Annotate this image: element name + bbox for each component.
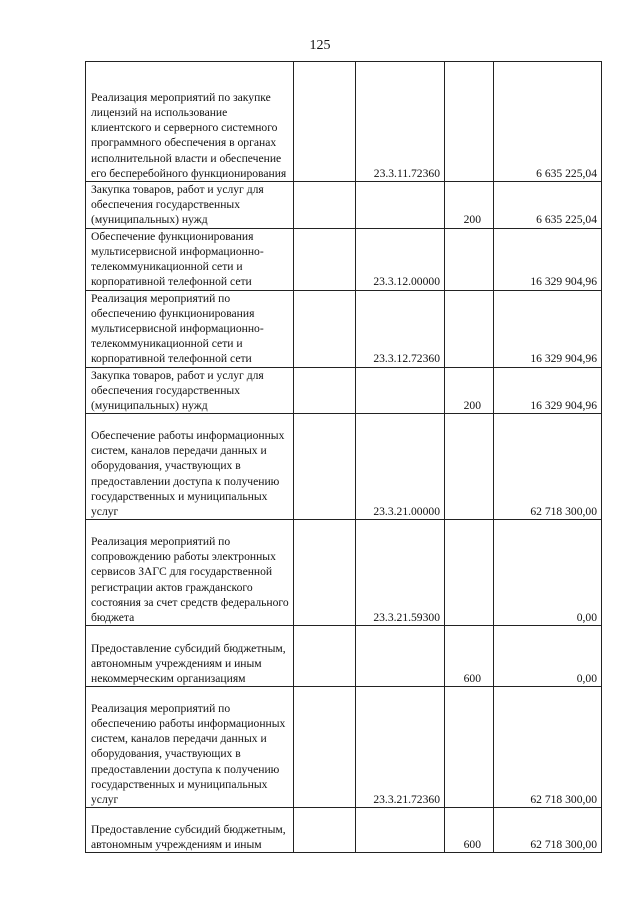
- row-col2: [294, 290, 356, 367]
- row-col2: [294, 182, 356, 229]
- row-col2: [294, 367, 356, 414]
- row-amount: 0,00: [494, 626, 602, 687]
- table-row: [86, 290, 602, 367]
- row-name: Закупка товаров, работ и услуг для обеспечения государственных (муниципальных) нужд: [86, 182, 294, 229]
- table-row: [86, 520, 602, 626]
- row-expense-type: 600: [445, 808, 494, 853]
- row-code: 23.3.21.59300: [356, 520, 445, 626]
- table-row: [86, 626, 602, 687]
- table-row: [86, 62, 602, 182]
- row-amount: 6 635 225,04: [494, 182, 602, 229]
- row-amount: 62 718 300,00: [494, 687, 602, 808]
- row-amount: 62 718 300,00: [494, 808, 602, 853]
- row-col2: [294, 414, 356, 520]
- row-code: 23.3.21.72360: [356, 687, 445, 808]
- row-col2: [294, 626, 356, 687]
- row-col2: [294, 62, 356, 182]
- table-row: [86, 182, 602, 229]
- row-col2: [294, 687, 356, 808]
- row-code: 23.3.12.00000: [356, 228, 445, 290]
- row-expense-type: [445, 687, 494, 808]
- page-number: 125: [309, 38, 331, 53]
- row-name: Реализация мероприятий по обеспечению функционирования мультисервисной информационно-телекоммуникационной сети и корпоративной телефонной сети: [86, 290, 294, 367]
- row-amount: 16 329 904,96: [494, 367, 602, 414]
- row-expense-type: 600: [445, 626, 494, 687]
- row-amount: 16 329 904,96: [494, 228, 602, 290]
- row-code: 23.3.12.72360: [356, 290, 445, 367]
- row-name: Реализация мероприятий по сопровождению работы электронных сервисов ЗАГС для государственной регистрации актов гражданского состояния за счет средств федерального бюджета: [86, 520, 294, 626]
- row-amount: 62 718 300,00: [494, 414, 602, 520]
- row-expense-type: [445, 62, 494, 182]
- budget-table: [85, 61, 602, 853]
- row-code: [356, 182, 445, 229]
- row-name: Реализация мероприятий по закупке лицензий на использование клиентского и серверного системного программного обеспечения в органах исполнительной власти и обеспечение его бесперебойного функционирования: [86, 62, 294, 182]
- row-expense-type: [445, 228, 494, 290]
- row-code: 23.3.11.72360: [356, 62, 445, 182]
- row-expense-type: [445, 520, 494, 626]
- table-row: [86, 228, 602, 290]
- table-row: [86, 687, 602, 808]
- row-amount: 6 635 225,04: [494, 62, 602, 182]
- row-name: Обеспечение работы информационных систем, каналов передачи данных и оборудования, участвующих в предоставлении доступа к получению государственных и муниципальных услуг: [86, 414, 294, 520]
- row-name: Предоставление субсидий бюджетным, автономным учреждениям и иным: [86, 808, 294, 853]
- table-row: [86, 367, 602, 414]
- table-row: [86, 414, 602, 520]
- table-row: [86, 808, 602, 853]
- row-col2: [294, 808, 356, 853]
- row-expense-type: [445, 290, 494, 367]
- row-expense-type: [445, 414, 494, 520]
- row-amount: 16 329 904,96: [494, 290, 602, 367]
- row-name: Обеспечение функционирования мультисервисной информационно-телекоммуникационной сети и корпоративной телефонной сети: [86, 228, 294, 290]
- row-col2: [294, 228, 356, 290]
- row-name: Предоставление субсидий бюджетным, автономным учреждениям и иным некоммерческим организациям: [86, 626, 294, 687]
- row-expense-type: 200: [445, 182, 494, 229]
- row-amount: 0,00: [494, 520, 602, 626]
- row-name: Закупка товаров, работ и услуг для обеспечения государственных (муниципальных) нужд: [86, 367, 294, 414]
- row-code: [356, 367, 445, 414]
- row-col2: [294, 520, 356, 626]
- row-code: 23.3.21.00000: [356, 414, 445, 520]
- row-name: Реализация мероприятий по обеспечению работы информационных систем, каналов передачи данных и оборудования, участвующих в предоставлении доступа к получению государственных и муниципальных услуг: [86, 687, 294, 808]
- row-code: [356, 626, 445, 687]
- row-code: [356, 808, 445, 853]
- row-expense-type: 200: [445, 367, 494, 414]
